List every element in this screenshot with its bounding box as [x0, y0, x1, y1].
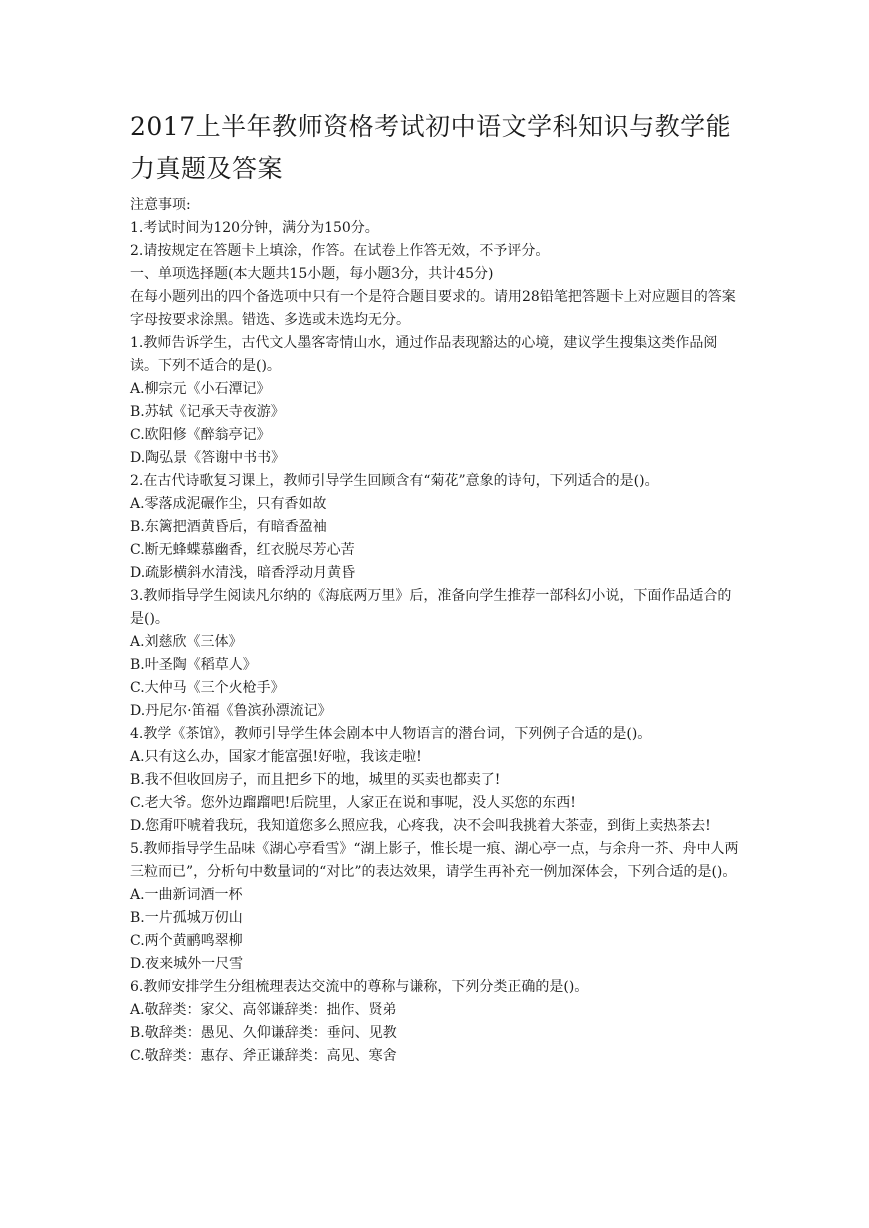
question-stem: 3.教师指导学生阅读凡尔纳的《海底两万里》后，准备向学生推荐一部科幻小说，下面作品适合的是()。	[130, 588, 732, 627]
question-stem: 6.教师安排学生分组梳理表达交流中的尊称与谦称，下列分类正确的是()。	[130, 979, 589, 995]
question-option: B.苏轼《记承天寺夜游》	[130, 404, 285, 420]
question-option: C.两个黄鹂鸣翠柳	[130, 933, 243, 949]
question-option: B.叶圣陶《稻草人》	[130, 657, 257, 673]
question-option: C.敬辞类：惠存、斧正谦辞类：高见、寒舍	[130, 1048, 397, 1064]
section-heading: 一、单项选择题(本大题共15小题，每小题3分，共计45分)	[130, 266, 494, 282]
question-stem: 4.教学《茶馆》，教师引导学生体会剧本中人物语言的潜台词，下列例子合适的是()。	[130, 726, 652, 742]
question-option: D.陶弘景《答谢中书书》	[130, 450, 286, 466]
question-option: A.柳宗元《小石潭记》	[130, 381, 271, 397]
notice-item: 2.请按规定在答题卡上填涂，作答。在试卷上作答无效，不予评分。	[130, 243, 550, 259]
document-page	[130, 106, 740, 1068]
question-stem: 2.在古代诗歌复习课上，教师引导学生回顾含有“菊花”意象的诗句，下列适合的是()。	[130, 473, 659, 489]
question-stem: 5.教师指导学生品味《湖心亭看雪》“湖上影子，惟长堤一痕、湖心亭一点，与余舟一芥、舟中人两三粒而已”，分析句中数量词的“对比”的表达效果，请学生再补充一例加深体会，下列合适的是()。	[130, 841, 739, 880]
question-option: B.一片孤城万仞山	[130, 910, 243, 926]
question-option: D.疏影横斜水清浅，暗香浮动月黄昏	[130, 565, 356, 581]
document-body	[130, 194, 740, 1068]
question-option: B.东篱把酒黄昏后，有暗香盈袖	[130, 519, 327, 535]
question-option: D.夜来城外一尺雪	[130, 956, 244, 972]
question-option: A.一曲新词酒一杯	[130, 887, 243, 903]
question-option: A.零落成泥碾作尘，只有香如故	[130, 496, 327, 512]
question-option: B.敬辞类：愚见、久仰谦辞类：垂问、见教	[130, 1025, 397, 1041]
question-option: A.敬辞类：家父、高邻谦辞类：拙作、贤弟	[130, 1002, 397, 1018]
question-option: A.刘慈欣《三体》	[130, 634, 243, 650]
notice-heading: 注意事项:	[130, 197, 191, 213]
question-option: C.老大爷。您外边蹓蹓吧!后院里，人家正在说和事呢，没人买您的东西!	[130, 795, 576, 811]
question-option: D.丹尼尔·笛福《鲁滨孙漂流记》	[130, 703, 332, 719]
question-option: C.大仲马《三个火枪手》	[130, 680, 285, 696]
question-option: B.我不但收回房子，而且把乡下的地，城里的买卖也都卖了!	[130, 772, 501, 788]
notice-item: 1.考试时间为120分钟，满分为150分。	[130, 220, 379, 236]
section-instruction: 在每小题列出的四个备选项中只有一个是符合题目要求的。请用28铅笔把答题卡上对应题目的答案字母按要求涂黑。错选、多选或未选均无分。	[130, 289, 736, 328]
question-stem: 1.教师告诉学生，古代文人墨客寄情山水，通过作品表现豁达的心境，建议学生搜集这类作品阅读。下列不适合的是()。	[130, 335, 718, 374]
question-option: D.您甭吓唬着我玩，我知道您多么照应我，心疼我，决不会叫我挑着大茶壶，到街上卖热茶去!	[130, 818, 711, 834]
question-option: C.断无蜂蝶慕幽香，红衣脱尽芳心苦	[130, 542, 355, 558]
question-option: C.欧阳修《醉翁亭记》	[130, 427, 271, 443]
question-option: A.只有这么办，国家才能富强!好啦，我该走啦!	[130, 749, 422, 765]
document-title: 2017上半年教师资格考试初中语文学科知识与教学能力真题及答案	[130, 112, 732, 183]
